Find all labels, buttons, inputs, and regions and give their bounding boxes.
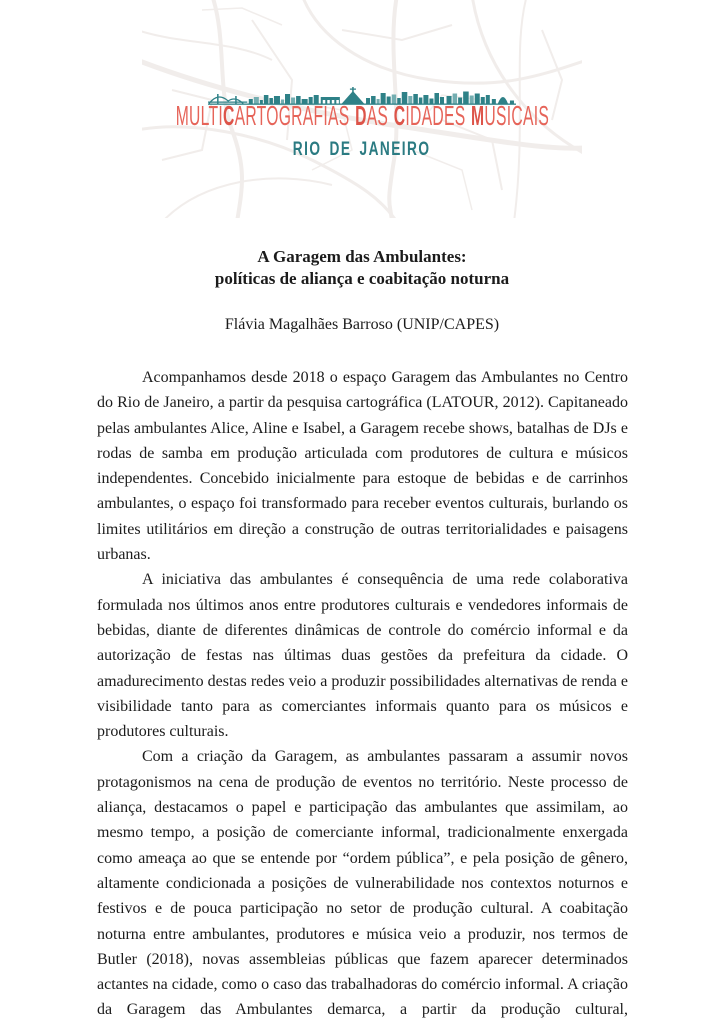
conference-logo-header [0,0,724,218]
paper-body [97,365,628,1023]
paper-title-line2: políticas de aliança e coabitação noturna [214,269,510,288]
paper-author: Flávia Magalhães Barroso (UNIP/CAPES) [224,316,500,333]
logo-title: MULTICARTOGRAFIAS DAS CIDADES MUSICAIS [175,100,549,131]
paragraph: Com a criação da Garagem, as ambulantes passaram a assumir novos protagonismos na cena de produção de eventos no território. Neste processo de aliança, destacamos o papel e participação das ambulantes que assimilam, ao mesmo tempo, a posição de comerciante informal, tradicionalmente enxergada como ameaça ao que se entende por “ordem pública”, e pela posição de gênero, altamente condicionada a posições de vulnerabilidade nos contextos noturnos e festivos e de pouca participação no setor de produção cultural. A coabitação noturna entre ambulantes, produtores e música veio a produzir, nos termos de Butler (2018), novas assembleias públicas que fazem aparecer determinados actantes na cidade, como o caso das trabalhadoras do comércio informal. A criação da Garagem das Ambulantes demarca, a partir da produção cultural, [97,748,628,1019]
paper-title-line1: A Garagem das Ambulantes: [257,247,467,266]
logo-subtitle: RIO DE JANEIRO [293,139,431,160]
paragraph: Acompanhamos desde 2018 o espaço Garagem das Ambulantes no Centro do Rio de Janeiro, a partir da pesquisa cartográfica (LATOUR, 2012). Capitaneado pelas ambulantes Alice, Aline e Isabel, a Garagem recebe shows, batalhas de DJs e rodas de samba em produção articulada com produtores de cultura e músicos independentes. Concebido inicialmente para estoque de bebidas e de carrinhos ambulantes, o espaço foi transformado para receber eventos culturais, burlando os limites utilitários em direção a construção de outras territorialidades e paisagens urbanas. [97,369,628,564]
paragraph: A iniciativa das ambulantes é consequência de uma rede colaborativa formulada nos últimos anos entre produtores culturais e vendedores informais de bebidas, diante de diferentes dinâmicas de controle do comércio informal e da autorização de festas nas últimas duas gestões da prefeitura da cidade. O amadurecimento destas redes veio a produzir possibilidades alternativas de renda e visibilidade tanto para as comerciantes informais quanto para os músicos e produtores culturais. [97,571,628,741]
paper-title [0,246,724,290]
